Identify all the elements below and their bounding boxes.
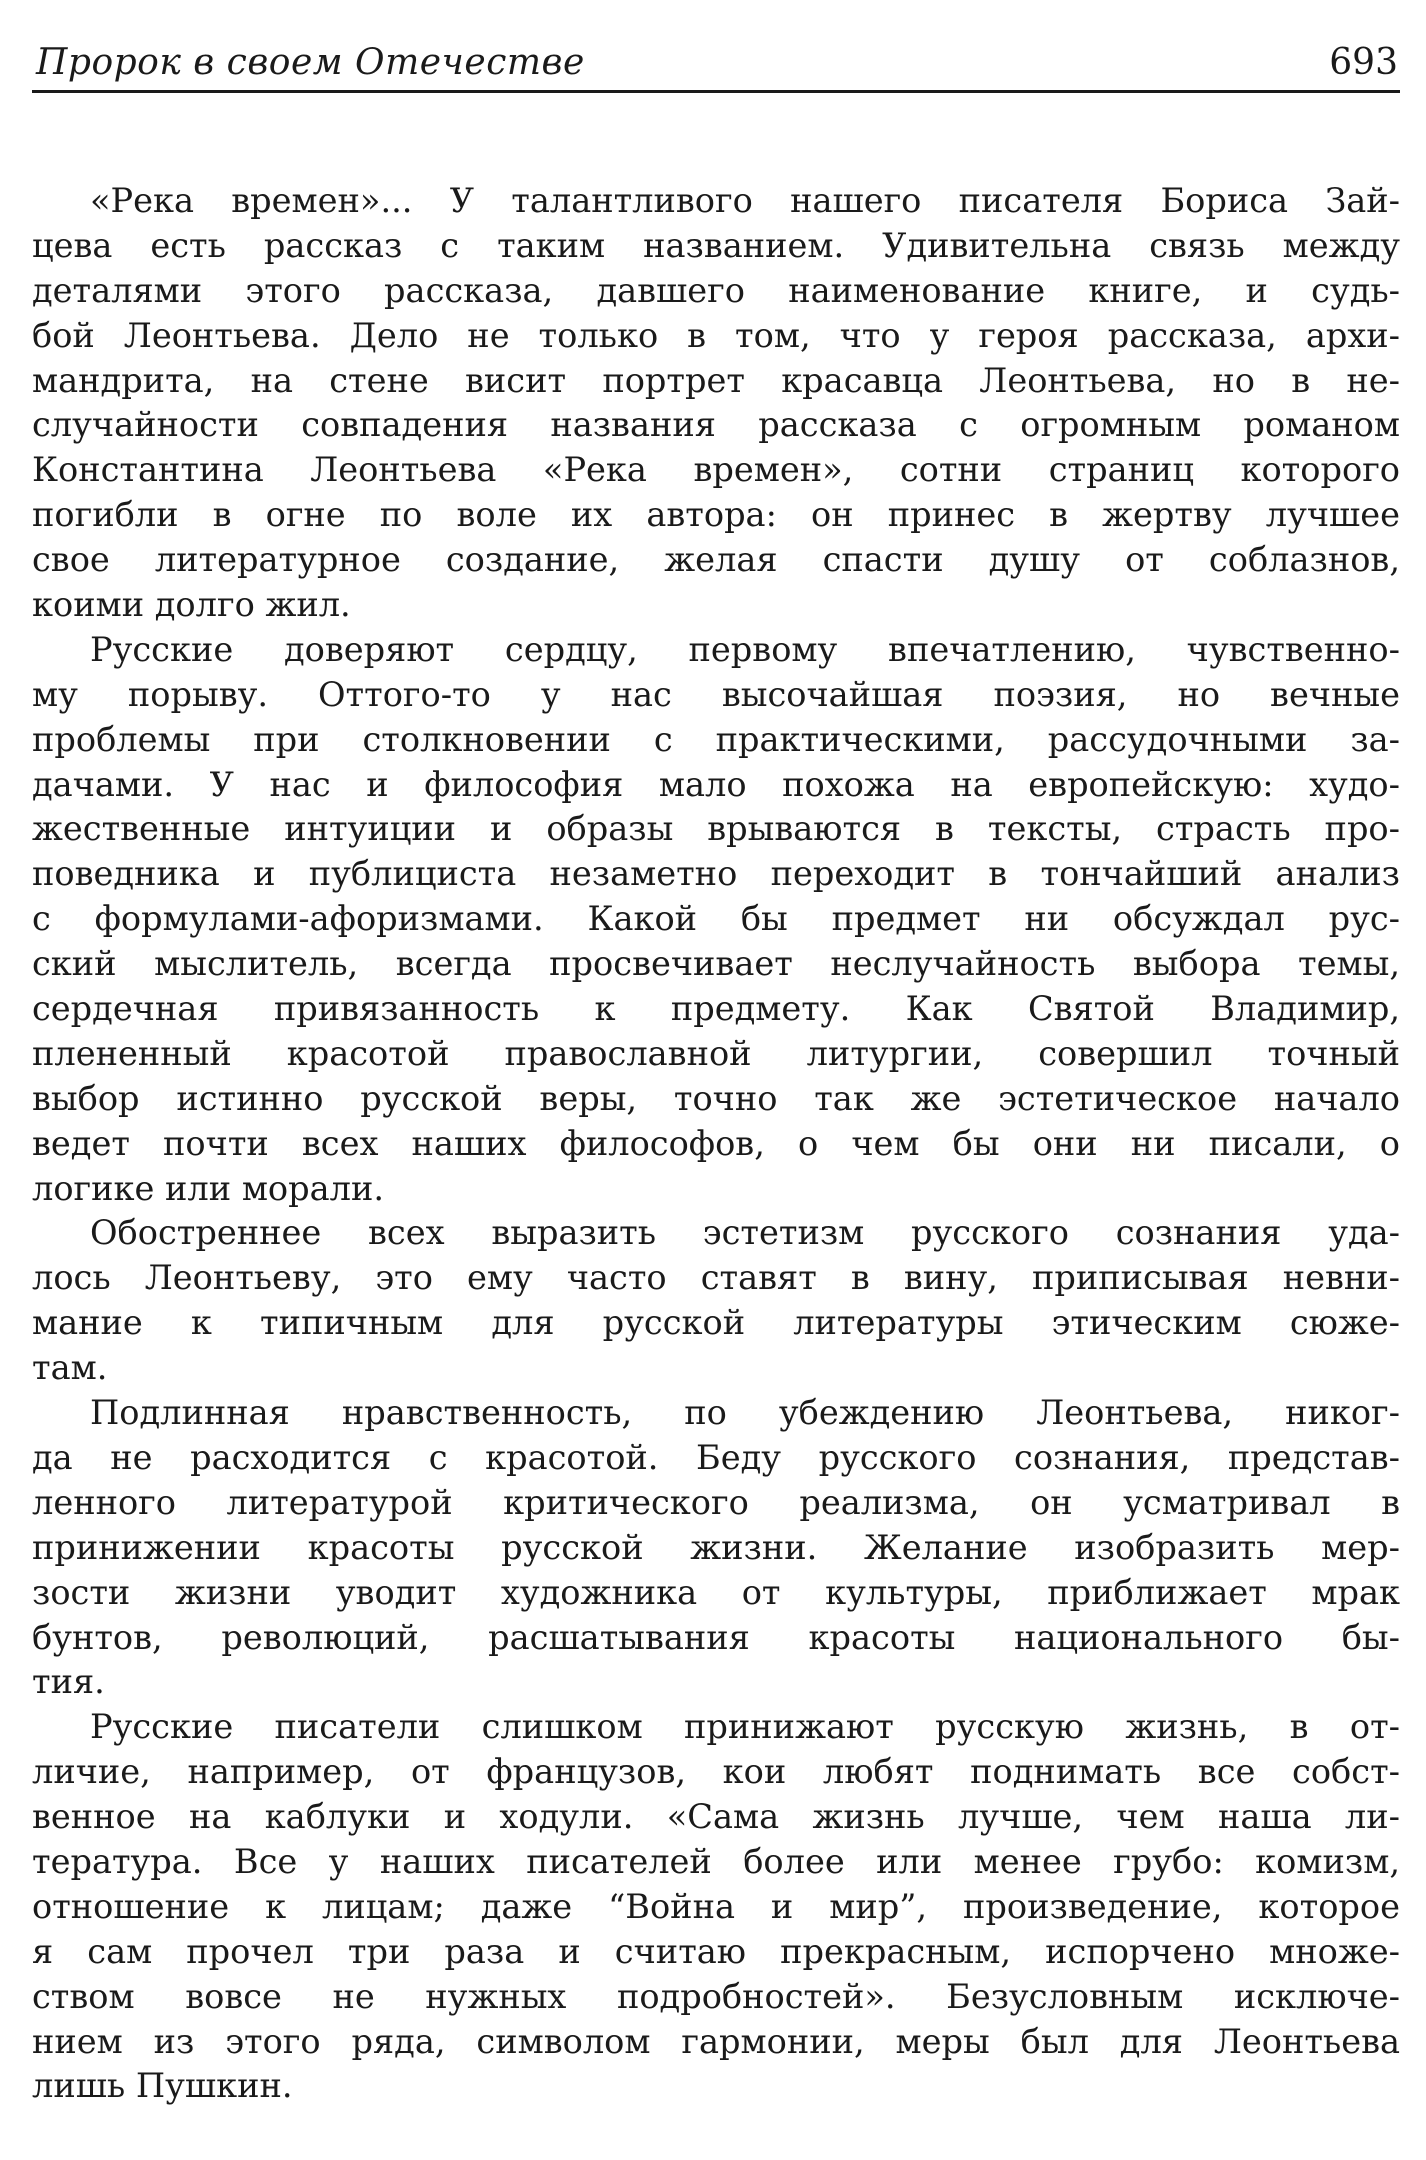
text-line: там. (32, 1348, 108, 1388)
text-line: лось Леонтьеву, это ему часто ставят в вину, приписывая невни- (32, 1258, 1400, 1298)
text-line: Русские писатели слишком принижают русскую жизнь, в от- (90, 1707, 1400, 1747)
body-text (32, 179, 1400, 2109)
text-line: погибли в огне по воле их автора: он принес в жертву лучшее (32, 495, 1400, 535)
text-line: мание к типичным для русской литературы этическим сюже- (32, 1303, 1400, 1343)
running-header (32, 40, 1400, 93)
text-line: бунтов, революций, расшатывания красоты национального бы- (32, 1617, 1400, 1657)
text-line: Обостреннее всех выразить эстетизм русского сознания уда- (90, 1213, 1400, 1253)
text-line: деталями этого рассказа, давшего наименование книге, и судь- (32, 270, 1400, 310)
text-line: поведника и публициста незаметно переходит в тончайший анализ (32, 854, 1400, 894)
text-line: ленного литературой критического реализма, он усматривал в (32, 1482, 1400, 1522)
text-line: логике или морали. (32, 1168, 385, 1208)
text-line: венное на каблуки и ходули. «Сама жизнь лучше, чем наша ли- (32, 1797, 1400, 1837)
text-line: с формулами-афоризмами. Какой бы предмет ни обсуждал рус- (32, 899, 1400, 939)
text-line: Подлинная нравственность, по убеждению Леонтьева, никог- (90, 1393, 1400, 1433)
text-line: коими долго жил. (32, 585, 351, 625)
text-line: нием из этого ряда, символом гармонии, меры был для Леонтьева (32, 2021, 1400, 2061)
text-line: личие, например, от французов, кои любят поднимать все собст- (32, 1752, 1400, 1792)
text-line: принижении красоты русской жизни. Желание изобразить мер- (32, 1527, 1400, 1567)
running-title: Пророк в своем Отечестве (36, 42, 585, 83)
text-line: бой Леонтьева. Дело не только в том, что у героя рассказа, архи- (32, 315, 1400, 355)
text-line: жественные интуиции и образы врываются в тексты, страсть про- (32, 809, 1400, 849)
text-line: выбор истинно русской веры, точно так же эстетическое начало (32, 1078, 1400, 1118)
book-page (32, 40, 1400, 2109)
text-line: я сам прочел три раза и считаю прекрасным, испорчено множе- (32, 1931, 1400, 1971)
text-line: случайности совпадения названия рассказа с огромным романом (32, 405, 1400, 445)
text-line: цева есть рассказ с таким названием. Удивительна связь между (32, 225, 1400, 265)
text-line: му порыву. Оттого-то у нас высочайшая поэзия, но вечные (32, 674, 1400, 714)
text-line: ведет почти всех наших философов, о чем бы они ни писали, о (32, 1123, 1400, 1163)
text-line: дачами. У нас и философия мало похожа на европейскую: худо- (32, 764, 1400, 804)
text-line: проблемы при столкновении с практическими, рассудочными за- (32, 719, 1400, 759)
page-number: 693 (1329, 42, 1398, 83)
text-line: свое литературное создание, желая спасти душу от соблазнов, (32, 540, 1400, 580)
text-line: тия. (32, 1662, 105, 1702)
text-line: тература. Все у наших писателей более или менее грубо: комизм, (32, 1841, 1400, 1881)
text-line: ский мыслитель, всегда просвечивает неслучайность выбора темы, (32, 944, 1400, 984)
text-line: ством вовсе не нужных подробностей». Безусловным исключе- (32, 1976, 1400, 2016)
text-line: отношение к лицам; даже “Война и мир”, произведение, которое (32, 1886, 1400, 1926)
text-line: да не расходится с красотой. Беду русского сознания, представ- (32, 1437, 1400, 1477)
text-line: мандрита, на стене висит портрет красавца Леонтьева, но в не- (32, 360, 1400, 400)
text-line: Константина Леонтьева «Река времен», сотни страниц которого (32, 450, 1400, 490)
text-line: плененный красотой православной литургии, совершил точный (32, 1033, 1400, 1073)
text-line: «Река времен»... У талантливого нашего писателя Бориса Зай- (90, 181, 1400, 220)
text-line: Русские доверяют сердцу, первому впечатлению, чувственно- (90, 629, 1400, 669)
text-line: сердечная привязанность к предмету. Как Святой Владимир, (32, 989, 1400, 1029)
text-line: зости жизни уводит художника от культуры, приближает мрак (32, 1572, 1400, 1612)
text-line: лишь Пушкин. (32, 2066, 293, 2106)
